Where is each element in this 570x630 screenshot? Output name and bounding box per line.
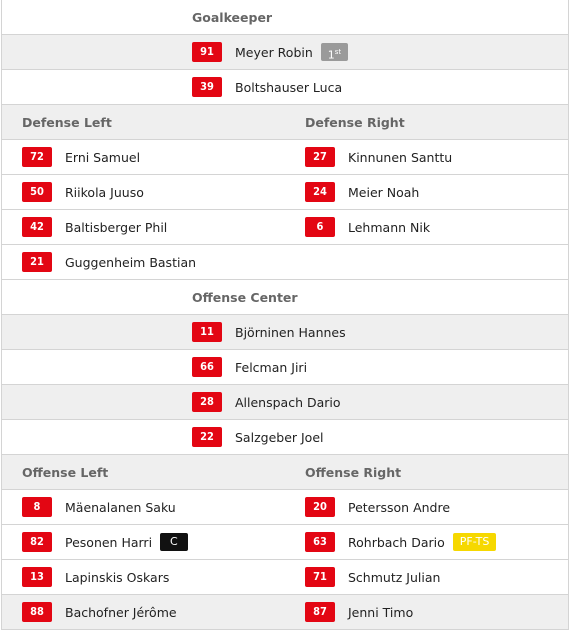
player-entry[interactable] bbox=[285, 497, 568, 517]
player-name[interactable]: Petersson Andre bbox=[348, 499, 451, 515]
player-row bbox=[2, 245, 568, 280]
section-header-offense-center bbox=[2, 280, 568, 315]
player-name[interactable]: Meyer Robin bbox=[235, 44, 313, 60]
player-row bbox=[2, 35, 568, 70]
pfts-badge: PF-TS bbox=[453, 533, 497, 551]
player-entry[interactable] bbox=[285, 182, 568, 202]
player-row bbox=[2, 595, 568, 630]
player-entry[interactable] bbox=[2, 427, 568, 447]
player-name[interactable]: Mäenalanen Saku bbox=[65, 499, 176, 515]
player-entry[interactable] bbox=[2, 42, 568, 62]
section-title-right: Defense Right bbox=[305, 114, 405, 130]
player-name[interactable]: Schmutz Julian bbox=[348, 569, 441, 585]
player-name[interactable]: Jenni Timo bbox=[348, 604, 414, 620]
player-name[interactable]: Riikola Juuso bbox=[65, 184, 144, 200]
jersey-number: 13 bbox=[22, 567, 52, 587]
section-header-offense bbox=[2, 455, 568, 490]
jersey-number: 6 bbox=[305, 217, 335, 237]
player-entry[interactable] bbox=[2, 322, 568, 342]
first-goalie-badge bbox=[321, 43, 348, 61]
player-entry[interactable] bbox=[2, 532, 285, 552]
player-entry[interactable] bbox=[285, 217, 568, 237]
section-title-left: Defense Left bbox=[22, 114, 112, 130]
player-entry[interactable] bbox=[285, 532, 568, 552]
player-entry[interactable] bbox=[285, 567, 568, 587]
player-row bbox=[2, 140, 568, 175]
player-name[interactable]: Bachofner Jérôme bbox=[65, 604, 177, 620]
captain-badge: C bbox=[160, 533, 188, 551]
jersey-number: 20 bbox=[305, 497, 335, 517]
player-row bbox=[2, 315, 568, 350]
player-name[interactable]: Erni Samuel bbox=[65, 149, 141, 165]
player-name[interactable]: Salzgeber Joel bbox=[235, 429, 324, 445]
player-row bbox=[2, 490, 568, 525]
player-name[interactable]: Meier Noah bbox=[348, 184, 420, 200]
jersey-number: 82 bbox=[22, 532, 52, 552]
player-entry[interactable] bbox=[2, 357, 568, 377]
lineup-table bbox=[1, 0, 569, 630]
section-title-left: Offense Left bbox=[22, 464, 109, 480]
player-name[interactable]: Pesonen Harri bbox=[65, 534, 153, 550]
player-row bbox=[2, 385, 568, 420]
player-row bbox=[2, 210, 568, 245]
player-row bbox=[2, 560, 568, 595]
jersey-number: 28 bbox=[192, 392, 222, 412]
jersey-number: 63 bbox=[305, 532, 335, 552]
player-name[interactable]: Guggenheim Bastian bbox=[65, 254, 197, 270]
jersey-number: 8 bbox=[22, 497, 52, 517]
jersey-number: 42 bbox=[22, 217, 52, 237]
player-name[interactable]: Allenspach Dario bbox=[235, 394, 341, 410]
player-name[interactable]: Boltshauser Luca bbox=[235, 79, 343, 95]
jersey-number: 91 bbox=[192, 42, 222, 62]
player-name[interactable]: Kinnunen Santtu bbox=[348, 149, 453, 165]
player-name[interactable]: Lehmann Nik bbox=[348, 219, 431, 235]
jersey-number: 66 bbox=[192, 357, 222, 377]
jersey-number: 71 bbox=[305, 567, 335, 587]
jersey-number: 88 bbox=[22, 602, 52, 622]
player-entry[interactable] bbox=[2, 497, 285, 517]
player-name[interactable]: Rohrbach Dario bbox=[348, 534, 445, 550]
player-row bbox=[2, 350, 568, 385]
player-entry[interactable] bbox=[2, 392, 568, 412]
badge-sup: st bbox=[334, 48, 342, 56]
player-row bbox=[2, 420, 568, 455]
jersey-number: 87 bbox=[305, 602, 335, 622]
player-name[interactable]: Lapinskis Oskars bbox=[65, 569, 170, 585]
section-title: Offense Center bbox=[192, 289, 298, 305]
jersey-number: 27 bbox=[305, 147, 335, 167]
section-header-goalkeeper bbox=[2, 0, 568, 35]
player-row bbox=[2, 70, 568, 105]
section-header-defense bbox=[2, 105, 568, 140]
player-name[interactable]: Felcman Jiri bbox=[235, 359, 308, 375]
jersey-number: 22 bbox=[192, 427, 222, 447]
jersey-number: 21 bbox=[22, 252, 52, 272]
section-title: Goalkeeper bbox=[192, 9, 273, 25]
player-entry[interactable] bbox=[2, 217, 285, 237]
player-name[interactable]: Baltisberger Phil bbox=[65, 219, 168, 235]
player-row bbox=[2, 175, 568, 210]
player-entry[interactable] bbox=[285, 147, 568, 167]
jersey-number: 24 bbox=[305, 182, 335, 202]
badge-main: 1 bbox=[327, 48, 335, 62]
player-name[interactable]: Björninen Hannes bbox=[235, 324, 346, 340]
jersey-number: 11 bbox=[192, 322, 222, 342]
section-title-right: Offense Right bbox=[305, 464, 402, 480]
player-entry[interactable] bbox=[2, 182, 285, 202]
player-entry[interactable] bbox=[285, 602, 568, 622]
jersey-number: 72 bbox=[22, 147, 52, 167]
player-entry[interactable] bbox=[2, 567, 285, 587]
player-entry[interactable] bbox=[2, 602, 285, 622]
jersey-number: 50 bbox=[22, 182, 52, 202]
player-row bbox=[2, 525, 568, 560]
jersey-number: 39 bbox=[192, 77, 222, 97]
player-entry[interactable] bbox=[2, 252, 285, 272]
player-entry[interactable] bbox=[2, 147, 285, 167]
player-entry[interactable] bbox=[2, 77, 568, 97]
